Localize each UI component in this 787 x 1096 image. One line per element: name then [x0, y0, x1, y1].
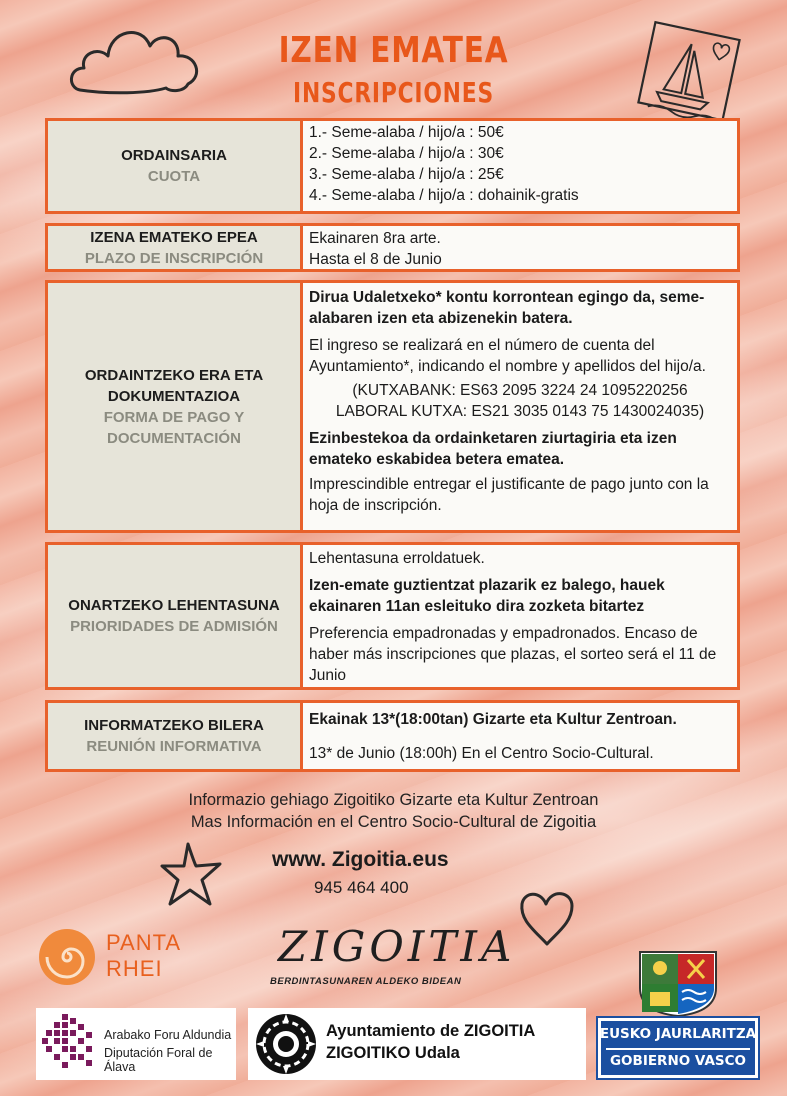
label-eu: IZENA EMATEKO EPEA — [90, 228, 258, 246]
section-cuota — [45, 118, 740, 214]
ayuntamiento-text-es: Ayuntamiento de ZIGOITIA — [326, 1022, 536, 1040]
coat-of-arms-icon — [636, 948, 720, 1018]
meeting-es: 13* de Junio (18:00h) En el Centro Socio-Cultural. — [309, 745, 654, 762]
priority-es: Preferencia empadronadas y empadronados. Encaso de haber más inscripciones que plazas, el sorteo será el 11 de Junio — [309, 625, 717, 684]
section-reunion — [45, 700, 740, 772]
more-info-es: Mas Información en el Centro Socio-Cultural de Zigoitia — [190, 813, 597, 831]
panta-rhei-logo — [36, 926, 206, 986]
eusko-jaurlaritza-logo — [596, 948, 760, 1082]
label-eu: ORDAINTZEKO ERA ETA — [84, 366, 264, 384]
alava-text-es: Diputación Foral de Álava — [104, 1046, 213, 1074]
zigoitia-equality-logo — [262, 916, 516, 992]
fee-line: 2.- Seme-alaba / hijo/a : 30€ — [309, 145, 504, 162]
section-content — [303, 545, 737, 687]
label-es: DOCUMENTACIÓN — [107, 429, 241, 447]
gobierno-vasco-text: GOBIERNO VASCO — [609, 1053, 747, 1069]
star-icon — [158, 838, 224, 910]
receipt-text-eu: Ezinbestekoa da ordainketaren ziurtagiria eta izen emateko eskabidea betera ematea. — [309, 430, 677, 468]
deadline-eu: Ekainaren 8ra arte. — [309, 230, 441, 247]
section-label — [48, 283, 303, 530]
payment-text-es: El ingreso se realizará en el número de cuenta del Ayuntamiento*, indicando el nombre y apellidos del hijo/a. — [309, 337, 706, 375]
section-prioridad — [45, 542, 740, 690]
fee-line: 1.- Seme-alaba / hijo/a : 50€ — [309, 124, 504, 141]
section-content — [303, 283, 737, 530]
section-content — [303, 703, 737, 769]
meeting-eu: Ekainak 13*(18:00tan) Gizarte eta Kultur Zentroan. — [309, 711, 677, 728]
zigoitia-wordmark: ZIGOITIA — [278, 922, 516, 971]
label-eu: ONARTZEKO LEHENTASUNA — [68, 597, 280, 614]
section-label — [48, 703, 303, 769]
eusko-jaurlaritza-text: EUSKO JAURLARITZA — [599, 1026, 757, 1042]
rhei-text: RHEI — [106, 956, 163, 981]
page-title: IZEN EMATEA — [278, 30, 509, 71]
deadline-es: Hasta el 8 de Junio — [309, 251, 442, 268]
account-line: LABORAL KUTXA: ES21 3035 0143 75 1430024035) — [335, 403, 705, 420]
website-link[interactable]: www. Zigoitia.eus — [272, 848, 449, 871]
section-content — [303, 121, 737, 211]
zigoitia-tagline: BERDINTASUNAREN ALDEKO BIDEAN — [270, 976, 462, 987]
page-subtitle: INSCRIPCIONES — [293, 76, 494, 109]
section-label — [48, 226, 303, 269]
section-pago — [45, 280, 740, 533]
alava-emblem-icon — [42, 1014, 96, 1074]
label-es: FORMA DE PAGO Y — [103, 408, 245, 426]
heart-icon — [514, 884, 580, 950]
section-label — [48, 121, 303, 211]
label-es: CUOTA — [147, 168, 201, 185]
label-es: PLAZO DE INSCRIPCIÓN — [84, 249, 264, 267]
alava-text-eu: Arabako Foru Aldundia — [104, 1028, 232, 1042]
section-label — [48, 545, 303, 687]
label-es: REUNIÓN INFORMATIVA — [86, 738, 262, 755]
receipt-text-es: Imprescindible entregar el justificante de pago junto con la hoja de inscripción. — [309, 476, 709, 514]
section-plazo — [45, 223, 740, 272]
phone-number: 945 464 400 — [314, 878, 409, 897]
more-info-eu: Informazio gehiago Zigoitiko Gizarte eta Kultur Zentroan — [188, 791, 599, 809]
ayuntamiento-logo — [248, 1008, 586, 1080]
label-eu: DOKUMENTAZIOA — [107, 387, 241, 405]
label-eu: INFORMATZEKO BILERA — [84, 717, 264, 734]
priority-eu: Lehentasuna erroldatuek. — [309, 550, 485, 567]
ayuntamiento-emblem-icon — [254, 1012, 318, 1076]
label-eu: ORDAINSARIA — [121, 147, 227, 164]
alava-logo — [36, 1008, 236, 1080]
spiral-icon — [36, 926, 98, 988]
label-es: PRIORIDADES DE ADMISIÓN — [70, 618, 278, 635]
payment-text-eu: Dirua Udaletxeko* kontu korrontean egingo da, seme-alabaren izen eta abizenekin batera. — [309, 289, 705, 327]
fee-line: 4.- Seme-alaba / hijo/a : dohainik-gratis — [309, 187, 579, 204]
account-line: (KUTXABANK: ES63 2095 3224 24 1095220256 — [352, 382, 688, 399]
panta-text: PANTA — [106, 930, 182, 955]
section-content — [303, 226, 737, 269]
priority-draw-eu: Izen-emate guztientzat plazarik ez balego, hauek ekainaren 11an esleituko dira zozketa bitartez — [309, 577, 665, 615]
ayuntamiento-text-eu: ZIGOITIKO Udala — [326, 1044, 460, 1062]
fee-line: 3.- Seme-alaba / hijo/a : 25€ — [309, 166, 504, 183]
